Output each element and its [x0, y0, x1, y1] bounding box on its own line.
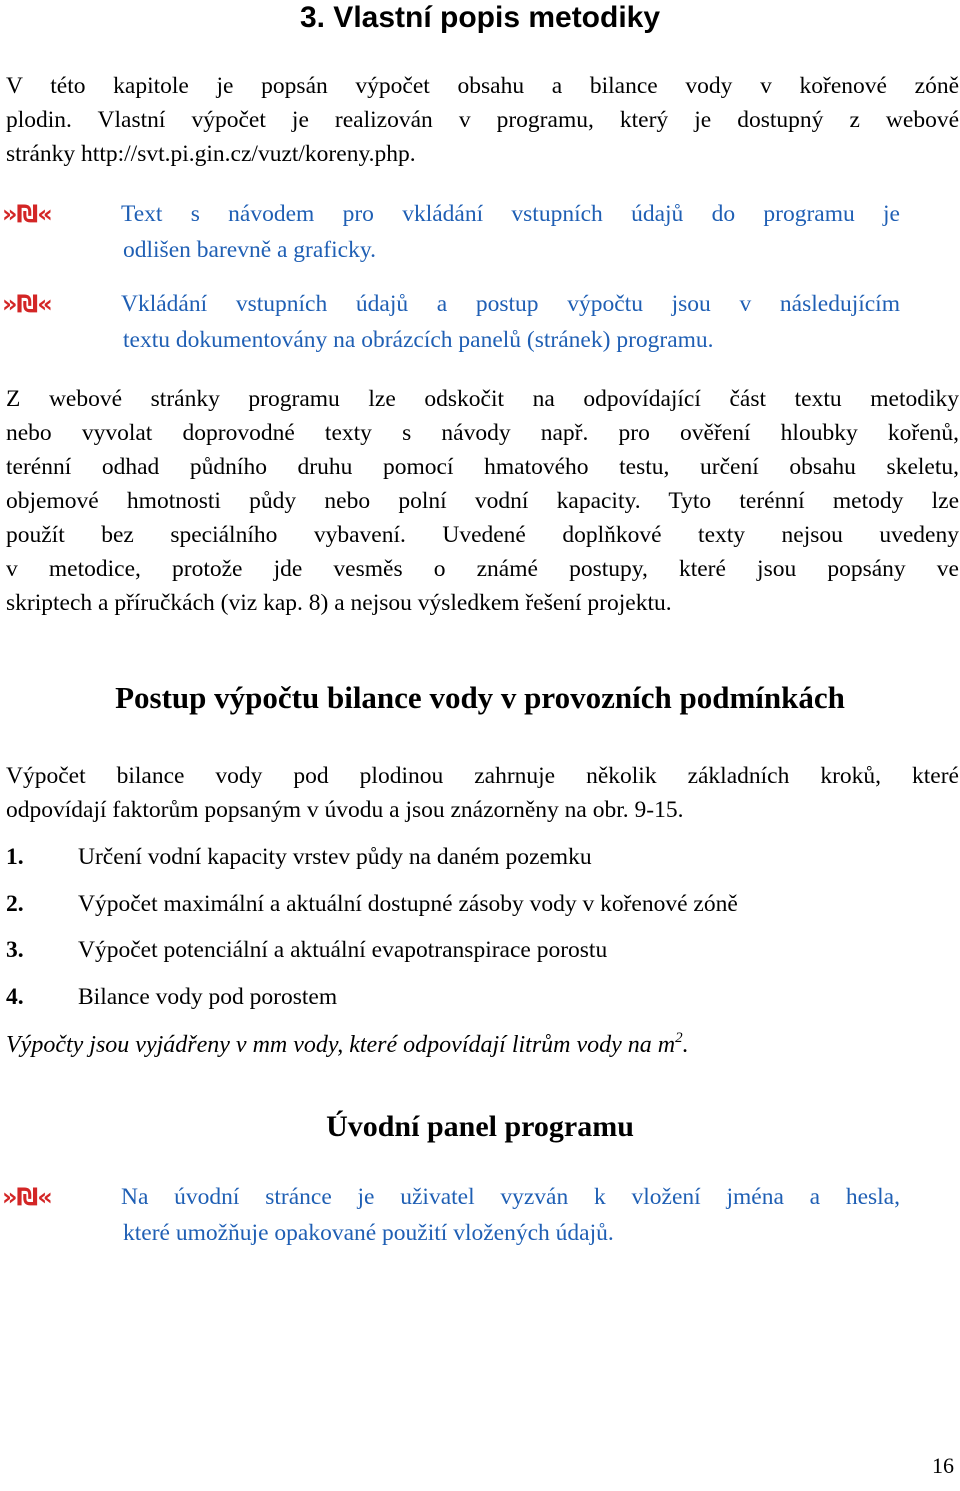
- paragraph-line: Z webové stránky programu lze odskočit na odpovídající část textu metodiky: [6, 386, 959, 412]
- step-number: 2.: [6, 891, 24, 917]
- note-line: textu dokumentovány na obrázcích panelů (stránek) programu.: [123, 327, 714, 353]
- paragraph-line: terénní odhad půdního druhu pomocí hmatového testu, určení obsahu skeletu,: [6, 454, 959, 480]
- paragraph-line: skriptech a příručkách (viz kap. 8) a nejsou výsledkem řešení projektu.: [6, 590, 672, 616]
- chapter-heading: 3. Vlastní popis metodiky: [299, 1, 661, 34]
- paragraph-line: použít bez speciálního vybavení. Uvedené doplňkové texty nejsou uvedeny: [6, 522, 959, 548]
- note-line: Na úvodní stránce je uživatel vyzván k vložení jména a hesla,: [121, 1184, 900, 1210]
- step-list-item: [6, 840, 592, 874]
- intro-line: V této kapitole je popsán výpočet obsahu a bilance vody v kořenové zóně: [6, 73, 959, 99]
- step-number: 1.: [6, 844, 24, 870]
- note-marker-icon: »₪«: [2, 1183, 52, 1211]
- units-note-end: .: [682, 1032, 689, 1058]
- note-line: Vkládání vstupních údajů a postup výpočtu jsou v následujícím: [121, 291, 900, 317]
- paragraph-line: odpovídají faktorům popsaným v úvodu a jsou znázorněny na obr. 9-15.: [6, 797, 684, 823]
- note-marker-icon: »₪«: [2, 290, 52, 318]
- instruction-note-2: [2, 286, 900, 358]
- note-line: které umožňuje opakované použití vložených údajů.: [123, 1220, 614, 1246]
- step-number: 3.: [6, 937, 24, 963]
- program-description-paragraph: [6, 382, 959, 620]
- instruction-note-3: [2, 1179, 900, 1251]
- instruction-note-1: [2, 196, 900, 268]
- intro-line: plodin. Vlastní výpočet je realizován v programu, který je dostupný z webové: [6, 107, 959, 133]
- paragraph-line: objemové hmotnosti půdy nebo polní vodní kapacity. Tyto terénní metody lze: [6, 488, 959, 514]
- step-list-item: [6, 980, 337, 1014]
- step-text: Výpočet maximální a aktuální dostupné zásoby vody v kořenové zóně: [78, 891, 738, 917]
- units-note-text: Výpočty jsou vyjádřeny v mm vody, které odpovídají litrům vody na m: [6, 1032, 676, 1058]
- step-text: Určení vodní kapacity vrstev půdy na daném pozemku: [78, 844, 592, 870]
- units-note: [6, 1028, 689, 1062]
- step-list-item: [6, 933, 607, 967]
- intro-line-url: stránky http://svt.pi.gin.cz/vuzt/koreny.php.: [6, 141, 416, 167]
- step-number: 4.: [6, 984, 24, 1010]
- note-line: Text s návodem pro vkládání vstupních údajů do programu je: [121, 201, 900, 227]
- step-text: Bilance vody pod porostem: [78, 984, 338, 1010]
- section-heading-intro-panel: Úvodní panel programu: [326, 1110, 634, 1143]
- step-list-item: [6, 887, 738, 921]
- section-heading-calculation: Postup výpočtu bilance vody v provozních podmínkách: [115, 680, 845, 715]
- paragraph-line: nebo vyvolat doprovodné texty s návody např. pro ověření hloubky kořenů,: [6, 420, 959, 446]
- step-text: Výpočet potenciální a aktuální evapotranspirace porostu: [78, 937, 608, 963]
- note-line: odlišen barevně a graficky.: [123, 237, 376, 263]
- calculation-intro-paragraph: [6, 759, 959, 827]
- intro-paragraph: [6, 69, 959, 171]
- units-superscript: 2: [675, 1030, 683, 1046]
- paragraph-line: Výpočet bilance vody pod plodinou zahrnuje několik základních kroků, které: [6, 763, 959, 789]
- note-marker-icon: »₪«: [2, 200, 52, 228]
- page-number: 16: [932, 1453, 954, 1478]
- paragraph-line: v metodice, protože jde vesměs o známé postupy, které jsou popsány ve: [6, 556, 959, 582]
